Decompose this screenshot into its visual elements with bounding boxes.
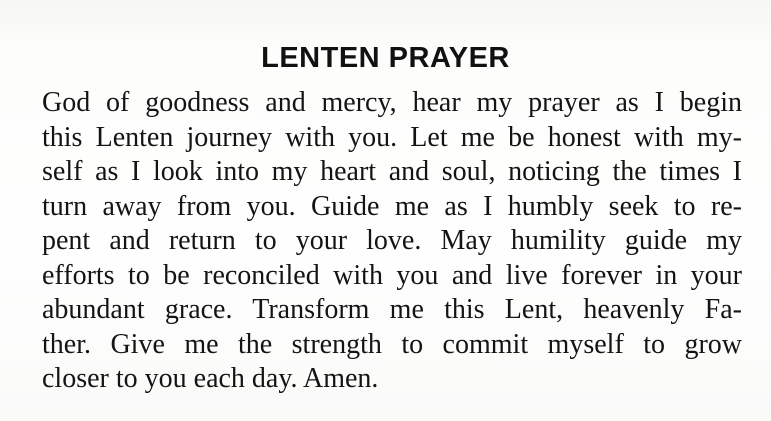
prayer-line: efforts to be reconciled with you and live forever in your bbox=[42, 259, 742, 291]
prayer-line: turn away from you. Guide me as I humbly seek to re- bbox=[42, 190, 742, 222]
page-title: LENTEN PRAYER bbox=[261, 42, 510, 74]
prayer-line: closer to you each day. Amen. bbox=[42, 363, 379, 394]
prayer-line: self as I look into my heart and soul, noticing the times I bbox=[42, 156, 742, 187]
prayer-line: God of goodness and mercy, hear my prayer as I begin bbox=[42, 87, 742, 118]
prayer-line: this Lenten journey with you. Let me be honest with my- bbox=[42, 121, 742, 153]
prayer-line: ther. Give me the strength to commit myself to grow bbox=[42, 328, 742, 360]
prayer-line: abundant grace. Transform me this Lent, heavenly Fa- bbox=[42, 294, 742, 325]
prayer-line: pent and return to your love. May humility guide my bbox=[42, 225, 742, 256]
prayer-body bbox=[42, 86, 742, 397]
